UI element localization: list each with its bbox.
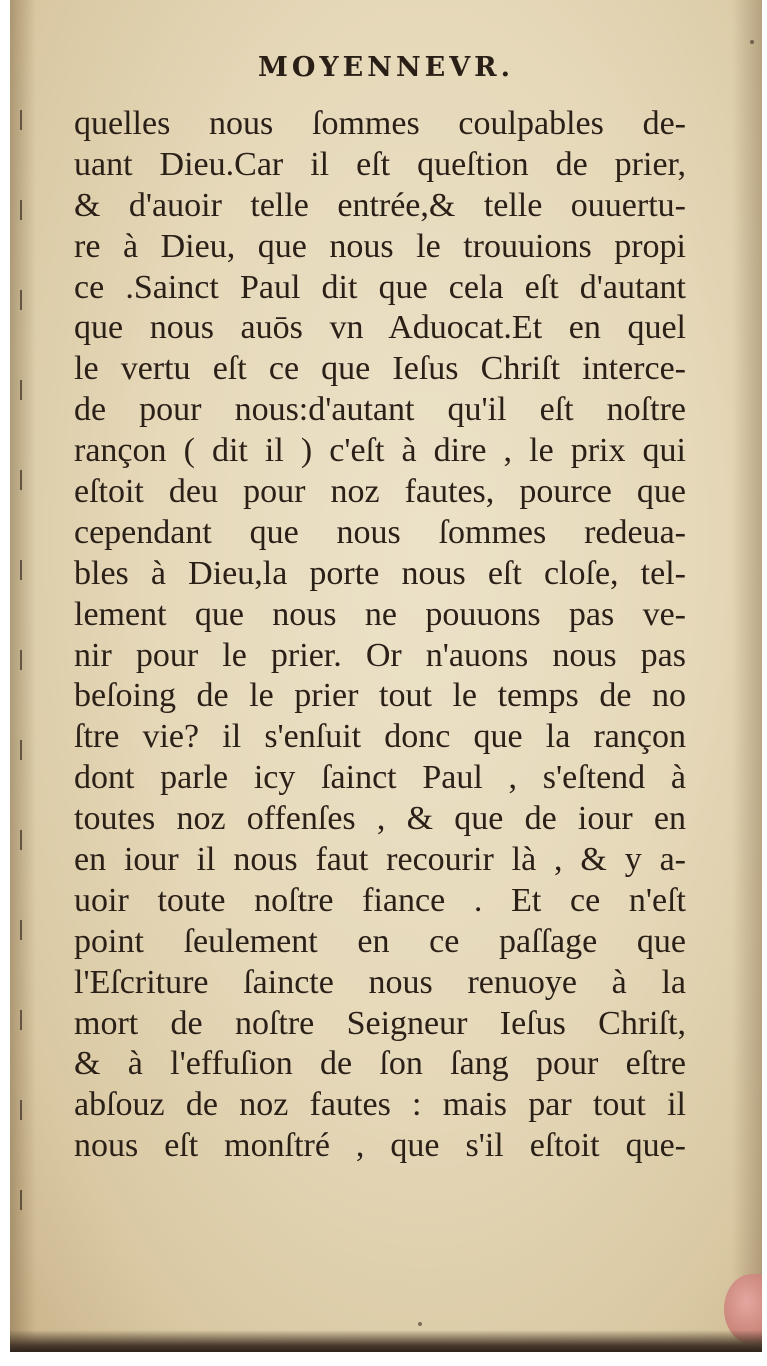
text-line: dont parle icy ſainct Paul , s'eſtend à	[74, 759, 686, 797]
text-line: de pour nous:d'autant qu'il eſt noſtre	[74, 391, 686, 429]
text-line: re à Dieu, que nous le trouuions propi	[74, 227, 686, 265]
text-line: en iour il nous faut recourir là , & y a-	[74, 841, 686, 879]
text-line: l'Eſcriture ſaincte nous renuoye à la	[74, 963, 686, 1001]
body-text	[74, 104, 686, 1167]
paper-speck	[418, 1322, 422, 1326]
text-line: point ſeulement en ce paſſage que	[74, 922, 686, 960]
text-line: que nous auōs vn Aduocat.Et en quel	[74, 309, 686, 347]
text-line: nir pour le prier. Or n'auons nous pas	[74, 636, 686, 674]
text-line: abſouz de noz fautes : mais par tout il	[74, 1086, 686, 1124]
text-line: toutes noz offenſes , & que de iour en	[74, 800, 686, 838]
text-line: le vertu eſt ce que Ieſus Chriſt interce-	[74, 350, 686, 388]
running-title: MOYENNEVR.	[258, 52, 514, 83]
text-line: quelles nous ſommes coulpables de-	[74, 105, 686, 142]
text-line: bles à Dieu,la porte nous eſt cloſe, tel-	[74, 554, 686, 592]
book-page	[10, 0, 762, 1352]
text-line: lement que nous ne pouuons pas ve-	[74, 595, 686, 633]
text-line: cependant que nous ſommes redeua-	[74, 513, 686, 551]
text-line: mort de noſtre Seigneur Ieſus Chriſt,	[74, 1004, 686, 1042]
text-line: nous eſt monſtré , que s'il eſtoit que-	[74, 1127, 686, 1165]
text-line: ſtre vie? il s'enſuit donc que la rançon	[74, 718, 686, 756]
text-line: & à l'effuſion de ſon ſang pour eſtre	[74, 1045, 686, 1083]
margin-ruling-marks	[16, 110, 28, 1210]
text-line: rançon ( dit il ) c'eſt à dire , le prix qui	[74, 432, 686, 470]
text-line: uant Dieu.Car il eſt queſtion de prier,	[74, 145, 686, 183]
paper-speck	[750, 40, 754, 44]
edge-shadow	[732, 0, 762, 1352]
thumb-holding-page	[724, 1274, 762, 1344]
text-line: uoir toute noſtre fiance . Et ce n'eſt	[74, 881, 686, 919]
text-line: & d'auoir telle entrée,& telle ouuertu-	[74, 186, 686, 224]
text-line: ce .Sainct Paul dit que cela eſt d'autant	[74, 268, 686, 306]
text-line: eſtoit deu pour noz fautes, pource que	[74, 473, 686, 511]
text-line: beſoing de le prier tout le temps de no	[74, 677, 686, 715]
